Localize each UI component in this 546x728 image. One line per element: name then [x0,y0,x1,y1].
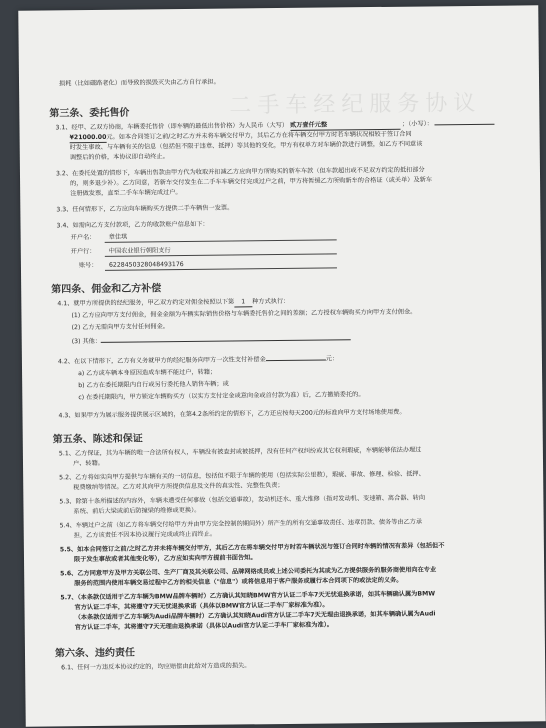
p53-line1: 5.3、除第十条所描述的内容外，车辆未遭受任何事故（包括交通事故），发动机还水、重大维修（指对发动机、变速箱、离合器、转向 [59,494,426,506]
p54-line2: 担，乙方该责任不因本协议履行完成或终止而终止。 [73,530,217,540]
p57-line1: 5.7、（本条款仅适用于乙方车辆为BMW品牌车辆时）乙方确认其知晓BMW官方认证二手车7天无忧退换承诺，如其车辆确认属为BMW [60,590,436,602]
account-no-value: 6228450328048493176 [108,261,184,269]
p31-line2: ¥21000.00元。如本合同签订之前/之时乙方并未将车辆交付甲方，其后乙方在将车辆交付甲方时若车辆状况相较于签订合同 [69,130,412,142]
top-line: 损耗（比如磁路老化）而导致的损毁灭失由乙方自行承担。 [58,78,220,88]
p61: 6.1、任何一方违反本协议约定的，均应赔偿由此给对方造成的损失。 [61,662,251,672]
p33: 3.3、任何情形下，乙方应向车辆购买方提供二手车辆售一发票。 [56,204,234,214]
watermark: 二手车经纪服务协议 [229,90,482,119]
p31-line3: 时发生事故、与车辆有关的信息（包括但不限于违章、抵押）等其他的变化，甲方有权单方对车辆价款进行调整，如乙方不同意该 [69,140,423,152]
p52-line2: 税费缴纳等情况。乙方对其向甲方所提供信息及文件的真实性、完整性负责； [73,481,284,492]
p42-c: c) 在委托期限内，甲方锁定车辆购买方（以实方支付定金或意向金或首付款为准）后，乙方撤销委托的。 [78,391,365,402]
p31-line1: 3.1、经甲、乙双方协商，车辆委托售价（即车辆的最低出售价格）为人民币（大写） 贰万壹仟元整 ；（小写）： [55,120,495,134]
p32-line3: 注册做发票，直至二手车车辆完成过户。 [70,189,182,198]
account-name-value: 章佳琪 [108,233,128,241]
p57-line4: 官方认证二手车，其将遵守7天无理由退换承诺（具体以Audi官方认证二手车厂家标准为准）。 [74,621,334,632]
p56-line1: 5.6、乙方同意甲方及甲方关联公司、生产厂商及其关联公司、品牌网络成员或上述公司委托为其或为乙方提供服务的服务商使用向在专业 [60,566,437,578]
p55-line2: 限于发生事故或者其他变化等），乙方应如实向甲方提前书面告知。 [73,554,257,564]
account-name-label: 开户名： [70,233,96,242]
contract-page [18,5,545,726]
account-bank-label: 开户行： [70,247,96,256]
p51-line2: 户、转籍。 [72,459,104,468]
p42-a: a) 乙方或车辆本身原因造成车辆不能过户，转籍； [78,368,217,378]
option-2: (2) 乙方无需向甲方支付任何佣金。 [71,323,169,332]
p51-line1: 5.1、乙方保证，其为车辆的唯一合法所有权人，车辆没有被查封或被抵押，没有任何产权纠纷或其它权利瑕疵，车辆能够依法办理过 [58,446,422,458]
p57-line3: （本条款仅适用于乙方车辆为Audi品牌车辆时）乙方确认其知晓Audi官方认证二手车7天无理由退换承诺，如其车辆确认属为Audi [74,610,436,622]
p42: 4.2、在以下情形下，乙方有义务就甲方的经纪服务向甲方一次性支付补偿金 元： [57,355,339,366]
p53-line2: 系统、前后大梁或前后防撞梁的维修或更换）。 [73,506,201,516]
p34: 3.4、如需向乙方支付款项，乙方的收款账户信息如下： [56,220,209,230]
p43: 4.3、如果甲方为展示服务提供展示区域的，在第4.2条所约定的情形下，乙方还应按每天200元的标准向甲方支付场地使用费。 [58,408,406,420]
p55-line1: 5.5、如本合同签订之前/之时乙方并未将车辆交付甲方，其后乙方在将车辆交付甲方时若车辆状况与签订合同时车辆的情况有差异（包括但不 [59,542,445,554]
p57-line2: 官方认证二手车，其将遵守7天无忧退换承诺（具体以BMW官方认证二手车厂家标准为准）。 [74,601,329,612]
p31-line4: 调整后的价格，本协议即自动终止。 [69,153,169,162]
p52-line1: 5.2、乙方将如实向甲方提供与车辆有关的一切信息，包括但不限于车辆的使用（包括实际公里数），瑕疵、事故、修理、检验、抵押、 [59,470,425,482]
section-4-title: 第四条、佣金和乙方补偿 [51,283,162,296]
account-no-label: 账号： [78,261,98,270]
p32-line1: 3.2、在委托处置的情形下，车辆出售款由甲方代为收取并扣减乙方应向甲方所购买的新车车款（但车款超出或不足双方约定的抵扣部分 [55,166,425,178]
p32-line2: 的，则多退少补）。乙方同意，若新车交付发生在二手车车辆交付完成过户之前，甲方将暂缓乙方所购新车的合格证（或关单）及新车 [70,176,433,188]
option-1: (1) 乙方应向甲方支付佣金，佣金金额为车辆实际销售价格与车辆委托售价之间的差额；乙方授权车辆购买方向甲方支付佣金。 [71,308,417,320]
section-3-title: 第三条、委托售价 [49,107,130,120]
option-3: (3) 其他： [72,335,351,346]
account-name-line [105,238,337,242]
section-6-title: 第六条、违约责任 [54,647,136,660]
account-bank-value: 中国农业银行朝阳支行 [108,247,171,255]
p56-line2: 服务的范围内使用车辆交易过程中乙方的相关信息（"信息"）或将信息用于客户服务或履行本合同项下的或法定的义务。 [74,576,403,588]
p41: 4.1、就甲方所提供的经纪服务，甲乙双方约定对佣金按照以下第 1 种方式执行： [57,297,290,308]
p54-line1: 5.4、车辆过户之前（如乙方将车辆交付给甲方并由甲方完全控制的期间外）所产生的所有交通事故责任、违章罚款、债务等由乙方承 [59,518,423,530]
section-5-title: 第五条、陈述和保证 [52,433,143,446]
p42-b: b) 乙方在委托期限内自行或另行委托他人销售车辆；或 [78,380,229,390]
